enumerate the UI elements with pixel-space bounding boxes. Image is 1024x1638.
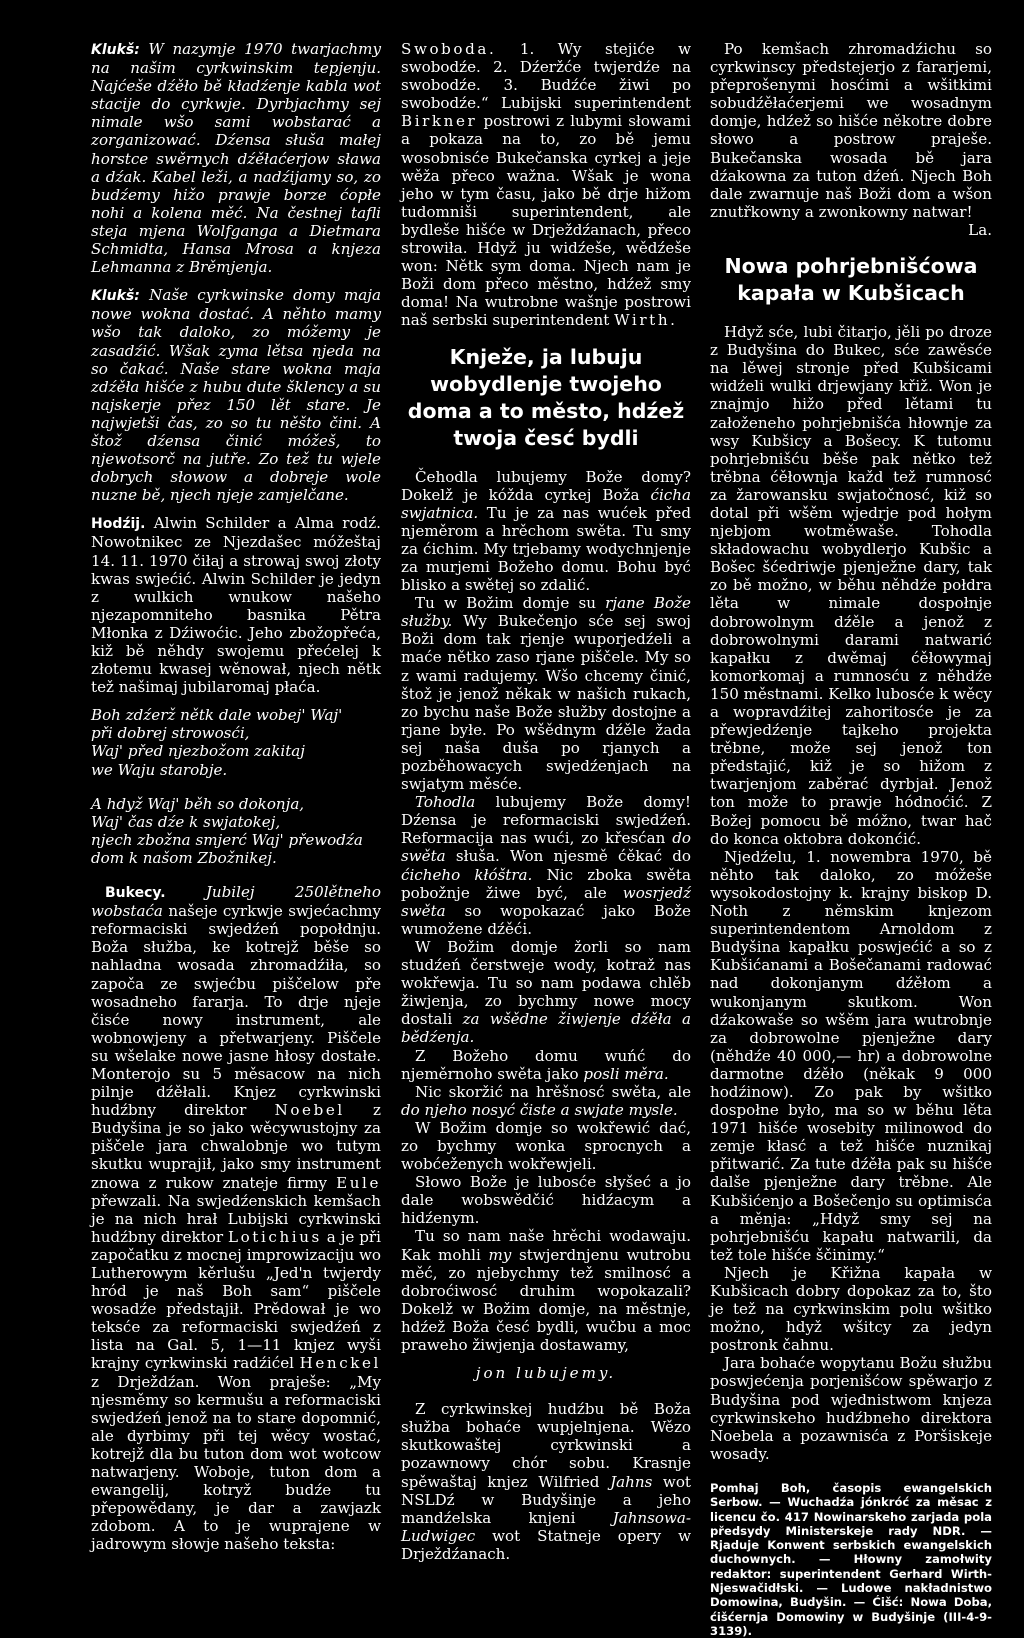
place-label: Bukecy. [105, 885, 166, 902]
text: Nic skoržić na hrěšnosć swěta, ale [415, 1082, 691, 1101]
paragraph: Njech je Křižna kapała w Kubšicach dobry dopokaz za to, što je tež na cyrkwinskim polu wšitko možno, hdyž wšitcy za jedyn postronk čahnu. [710, 1263, 992, 1355]
text: Tu w Božim domje su [415, 594, 596, 613]
name-spaced: Henckel [299, 1354, 381, 1373]
poem-line: A hdyž Waj' běh so dokonja, [91, 794, 305, 813]
article-hodzij [91, 514, 381, 696]
text: lubujemy Bože domy! Dźensa je reformaciski swjedźeń. Reformacija nas wući, zo křesćan [401, 793, 691, 848]
text-italic: ćicha swjatnica. [401, 485, 691, 522]
paragraph: Jara bohaće wopytanu Božu słužbu poswjećenja porjenišćow spěwarjo z Budyšina pod wjednistwom knjeza cyrkwinskeho hudźbneho direktora Noebela a pozawnisća z Poršiskeje wosady. [710, 1354, 992, 1463]
article-text: přewzali. Na swjedźenskich kemšach je na nich hrał Lubijski cyrkwinski hudźbny direktor [91, 1191, 381, 1246]
text: Wy Bukečenjo sće sej swoj Boži dom tak rjenje wuporjedźeli a maće nětko zaso rjane piščele. My so z wami radujemy. Wšo chcemy činić, štož je jenož někak w našich rukach, zo bychu naše Bože słužby dostojne a rjane byłe. Po wšědnym dźěle žada sej naša duša po rjanych a pozběhowacych swjedźenjach na swjatym měsće. [401, 612, 691, 794]
article-text: z Budyšina je so jako wěcywustojny za piščele jara chwalobnje wo tutym skutku wuprajił, jako smy instrument znowa z rukow znateje firmy [91, 1101, 381, 1192]
name-spaced: Wirth [614, 311, 671, 330]
paragraph [401, 468, 691, 595]
paragraph [401, 1400, 691, 1563]
text: Z cyrkwinskej hudźbu bě Boža słužba bohaće wupjelnjena. Wězo skutkowaštej cyrkwinski a pozawnowy chór sobu. Krasnje spěwaštaj knjez Wilfried [401, 1400, 691, 1491]
text: wot NSLDź w Budyšinje a jeho mandźelska knjeni [401, 1472, 691, 1527]
paragraph: Po kemšach zhromadźichu so cyrkwinscy předstejerjo z fararjemi, přeprošenymi hosćimi a wšitkimi sobudźěłaćerjemi we wosadnym domje, hdźež so hišće někotre dobre słowo a postrow praješe. Bukečanska wosada bě jara dźakowna za tuton dźeń. Njech Boh dale zwarnuje naš Boži dom a wšon znutřkowny a zwonkowny natwar! [710, 40, 992, 221]
article-text: Naše cyrkwinske domy maja nowe wokna dostać. A něhto mamy wšo tak daloko, zo móžemy je zasadźić. Wšak zyma lětsa njeda na so čakać. Naše stare wokna maja zdźěła hišće z hubu dute šklency a su najskerje přez 150 lět stare. Je najwjetši čas, zo so tu něšto čini. A štož dźensa činić móžeš, to njewotsorč na jutře. Zo tež tu wjele dobrych słowow a dobreje wole nuzne bě, njech njeje zamjelčane. [91, 286, 381, 505]
column-middle [401, 40, 691, 1563]
paragraph [401, 938, 691, 1047]
text: Tu so nam naše hrěchi wodawaju. Kak mohli [401, 1227, 691, 1264]
text: Čehodla lubujemy Bože domy? Dokelž je kóžda cyrkej Boža [401, 467, 691, 504]
article-bukecy-continued [401, 40, 691, 330]
author-signature: La. [968, 220, 992, 239]
article-text: . [670, 311, 675, 330]
name-spaced: Eule [336, 1173, 381, 1192]
place-label: Hodźij. [91, 516, 146, 533]
text-italic: wosrjedź swěta [401, 883, 691, 920]
paragraph: Hdyž sće, lubi čitarjo, jěli po droze z Budyšina do Bukec, sće zawěsće na lěwej stronje před Kubšicami widźeli wulki drjewjany křiž. Won je znajmjo hižo před lětami tu załoženeho pohrjebnišća hłownje za wsy Kubšicy a Bošecy. K tutomu pohrjebnišću běše pak nětko tež trěbna ćěłownja každ tež rumnosć za žarowansku swjatočnosć, kiž so dotal při wšěm wjedrje pod hołym njebjom wotměwaše. Tohodla składowachu wobydlerjo Kubšic a Bošec šćedriwje pjenježne dary, tak zo bě možno, w běhu něhdźe połdra lěta w nimale dospołnje dobrowolnym dźěle a jenož z dobrowolnymi darami natwarić kapałku z dwěmaj ćěłowymaj komorkomaj a rumnosću z něhdźe 150 městnami. Kelko lubosće k wěcy a wopravdźitej zahoritosće je za přewjedźenje tajkeho projekta trěbne, može sej jenož ton předstajić, kiž je so hižom z twarjenjom zaběrać dyrbjał. Jenož ton može to prawje hódnoćić. Z Božej pomocu bě móžno, twar hač do konca oktobra dokonćić. [710, 323, 992, 848]
text: W Božim domje žorli so nam studźeń čerstweje wody, kotraž nas wokřewja. Tu so nam podawa chlěb žiwjenja, zo bychmy nowe mocy dostali [401, 937, 691, 1029]
paragraph [401, 594, 691, 793]
poem-line: we Waju starobje. [91, 760, 228, 779]
article-text: 1. Wy stejiće w swobodźe. 2. Dźeržće twjerdźe na swobodźe. 3. Budźće žiwi po swobodźe.“ Lubijski superintendent [401, 40, 691, 113]
paragraph [401, 1083, 691, 1119]
paragraph: Njedźelu, 1. nowembra 1970, bě něhto tak daloko, zo móžeše wysokodostojny k. krajny biskop D. Noth z němskim knjezom superintendentom Arnoldom z Budyšina kapałku poswjećić a so z Kubšićanami a Bošečanami radować nad dokonjanym dźěłom a wukonjanym skutkom. Won dźakowaše so wšěm jara wutrobnje za dobrowolne pjenježne dary (něhdźe 40 000,— hr) a dobrowolne darmotne dźěło (někak 9 000 hodźinow). Zo pak by wšitko dospołne było, ma so w běhu lěta 1971 hišće wosebity milinowod do zemje kłasć a tež hišće nuznikaj přitwarić. Za tute dźěła pak su hišće dalše pjenježne dary trěbne. Ale Kubšićenjo a Bošečenjo su optimisća a měnja: „Hdyž smy sej na pohrjebnišću kapału natwarili, da tež tole hišće ščinimy.“ [710, 847, 992, 1264]
place-label: Klukš: [91, 288, 140, 305]
text: stwjerdnjenu wutrobu měć, zo njebychmy tež smilnosć a dobroćiwosć druhim wopokazali? Dokelž w Božim domje, na městnje, hdźež Boža česć bydli, wučbu a moc praweho žiwjenja dostawamy, [401, 1245, 691, 1354]
poem-stanza-2 [91, 795, 381, 867]
text-italic: my [488, 1245, 512, 1264]
poem-line: dom k našom Zbožnikej. [91, 848, 277, 867]
paragraph [401, 793, 691, 938]
poem-line: njech zbožna smjerć Waj' přewodźa [91, 830, 363, 849]
article-text: W nazymje 1970 twarjachmy na našim cyrkwinskim tepjenju. Najćeše dźěło bě kładźenje kabla wot stacije do cyrkwje. Dyrbjachmy sej nimale wšo sami wobstarać a zorganizować. Dźensa słuša małej horstce swěrnych dźěłaćerjow sława a dźak. Kabel leži, a nadźijamy so, zo budźemy hižo prawje borze ćopłe nohi a kolena měć. Na čestnej tafli steja mjena Wolfganga a Dietmara Schmidta, Hansa Mrosa a knjeza Lehmanna z Brěmjenja. [91, 40, 381, 277]
text: słuša. Won njesmě ćěkać do [455, 847, 691, 866]
text-italic: Tohodla [415, 793, 476, 812]
column-left [91, 40, 381, 1554]
poem-line: Boh zdźerž nětk dale wobej' Waj' [91, 706, 343, 725]
text: wot Statneje opery w Drježdźanach. [401, 1526, 691, 1563]
text: so wopokazać jako Bože wumožene dźěći. [401, 901, 691, 938]
article-text: z Drježdźan. Won praješe: „My njesměmy so kermušu a reformaciski swjedźeń jenož na to stare dopomnić, ale dyrbimy při tej wěcy wostać, kotrejž dla bu tuton dom wot wotcow natwarjeny. Woboje, tuton dom a ewangelij, kotryž budźe tu přepowědany, je dar a zawjazk zdobom. A to je wuprajene w jadrowym słowje našeho teksta: [91, 1372, 381, 1554]
text-italic: do njeho nosyć čiste a swjate mysle. [401, 1100, 678, 1119]
poem-stanza-1 [91, 706, 381, 778]
place-label: Klukš: [91, 42, 140, 58]
text-italic: Jahnsowa-Ludwigec [401, 1508, 691, 1545]
name-spaced: Noebel [274, 1101, 345, 1120]
paragraph: W Božim domje so wokřewić dać, zo bychmy wonka sprocnych a wobćeženych wokřewjeli. [401, 1118, 691, 1174]
paragraph: Słowo Bože je lubosće słyšeć a jo dale wobswědčić hidźacym a hidźenym. [401, 1173, 691, 1228]
name-spaced: Lotichius [227, 1227, 322, 1246]
article-text: a je při započatku z mocnej improwizaciju wo Lutherowym kěrlušu „Jed'n twjerdy hród je naš Boh sam“ piščele wosadźe předstajił. Prědował je wo teksće za reformaciski swjedźeń z lista na Gal. 5, 1—11 knjez wyši krajny cyrkwinski radźićel [91, 1227, 381, 1373]
text-italic: do swěta [401, 829, 691, 866]
imprint: Pomhaj Boh, časopis ewangelskich Serbow. — Wuchadźa jónkróć za měsac z licencu čo. 417 Nowinarskeho zarjada pola předsydy Ministerskeje rady NDR. — Rjaduje Konwent serbskich ewangelskich duchownych. — Hłowny zamołwity redaktor: superintendent Gerhard Wirth-Njeswačidłski. — Ludowe nakładnistwo Domowina, Budyšin. — Ćišć: Nowa Doba, ćišćernja Domowiny w Budyšinje (III-4-9-3139). [710, 1480, 992, 1638]
text-italic: Jahns [610, 1472, 653, 1491]
headline-kapala: Nowa pohrjebnišćowa kapała w Kubšicach [724, 254, 978, 306]
name-spaced: Birkner [401, 112, 478, 131]
text-italic: rjane Bože słužby. [401, 594, 691, 631]
headline-knjeze: Knježe, ja lubuju wobydlenje twojeho doma a to město, hdźež twoja česć bydli [407, 344, 685, 450]
text-italic: ćicheho kłóštra. [401, 865, 533, 884]
name-spaced: Swoboda. [401, 40, 497, 58]
article-text: Alwin Schilder a Alma rodź. Nowotnikec ze Njezdašec móžeštaj 14. 11. 1970 čiłaj a strowaj swoj złoty kwas swjećić. Alwin Schilder je jedyn z wulkich wnukow našeho njezapomniteho basnika Pětra Młonka z Dźiwoćic. Jeho zbožopřeća, kiž bě něhdy swojemu přećelej k złotemu kwasej wěnował, njech nětk tež našimaj jubilaromaj płaća. [91, 514, 381, 697]
article-kluks-2 [91, 286, 381, 504]
poem-line: při dobrej strowosći, [91, 724, 250, 743]
poem-line: Waj' čas dźe k swjatokej, [91, 812, 281, 831]
paragraph [401, 1227, 691, 1354]
text: Nic zboka swěta pobožnje žiwe być, ale [401, 865, 691, 902]
text: Z Božeho domu wuńć do njeměrnoho swěta jako [401, 1046, 691, 1083]
article-text: postrowi z lubymi słowami a pokaza na to, zo bě jemu wosobnisće Bukečanska cyrkej a jeje wěža přeco wažna. Wšak je wona jeho w tym času, jako bě drje hižom tudomniši superintendent, ale bydleše hišće w Drježdźanach, přeco strowiła. Hdyž ju widźeše, wědźeše won: Nětk sym doma. Njech nam je Boži dom přeco městno, hdźež smy doma! Na wutrobne wašnje postrowi naš serbski superintendent [401, 112, 691, 330]
article-kluks-1 [91, 40, 381, 276]
text: Tu je za nas wućek před njeměrom a hrěchom swěta. Tu smy za ćichim. My trjebamy wodychnjenje za murjemi Božeho domu. Bohu być blisko a swětej so zdalić. [401, 503, 691, 595]
signature-line: jon lubujemy. [475, 1364, 617, 1383]
article-text-italic: Jubilej 250lětneho wobstaća [91, 883, 381, 921]
article-text: našeje cyrkwje swjećachmy reformaciski swjedźeń popołdnju. Boža słužba, ke kotrejž běše so nahladna wosada zhromadźiła, so započa ze swjećbu piščelow pře wosadneho fararja. To drje njeje čisće nowy instrument, ale wobnowjeny a přetwarjeny. Piščele su wšelake nowe jasne hłosy dostałe. Monterojo su 5 měsacow na nich pilnje dźěłali. Knjez cyrkwinski hudźbny direktor [91, 902, 381, 1120]
text-italic: za wšědne žiwjenje dźěła a bědźenja. [401, 1010, 691, 1047]
paragraph [401, 1047, 691, 1083]
column-right [710, 40, 992, 1638]
article-bukecy [91, 883, 381, 1553]
text-italic: posli měra. [583, 1064, 669, 1083]
poem-line: Waj' před njezbožom zakitaj [91, 742, 305, 761]
